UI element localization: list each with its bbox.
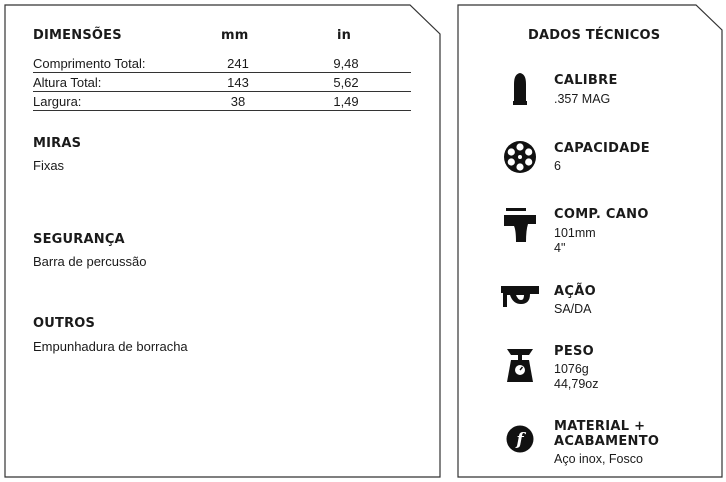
dimensions-title: DIMENSÕES bbox=[33, 28, 122, 43]
outros-value: Empunhadura de borracha bbox=[33, 339, 188, 354]
bullet-icon bbox=[510, 72, 530, 106]
row-mm: 241 bbox=[227, 56, 249, 71]
row-in: 1,49 bbox=[333, 94, 359, 109]
scale-icon bbox=[504, 347, 536, 383]
row-mm: 143 bbox=[227, 75, 249, 90]
seguranca-value: Barra de percussão bbox=[33, 254, 147, 269]
row-label: Altura Total: bbox=[33, 75, 102, 90]
row-in: 9,48 bbox=[333, 56, 359, 71]
table-row bbox=[33, 74, 411, 92]
barrel-icon bbox=[502, 206, 538, 244]
trigger-icon bbox=[500, 285, 540, 309]
peso-value-oz: 44,79oz bbox=[554, 377, 599, 391]
acao-value: SA/DA bbox=[554, 302, 592, 316]
capacidade-title: CAPACIDADE bbox=[554, 141, 650, 156]
acabamento-title: ACABAMENTO bbox=[554, 434, 660, 449]
dados-title: DADOS TÉCNICOS bbox=[528, 28, 661, 43]
calibre-value: .357 MAG bbox=[554, 92, 611, 106]
peso-title: PESO bbox=[554, 344, 595, 359]
table-row bbox=[33, 55, 411, 73]
cano-value-mm: 101mm bbox=[554, 226, 596, 240]
cano-value-in: 4" bbox=[554, 241, 566, 255]
material-value: Aço inox, Fosco bbox=[554, 452, 643, 466]
miras-value: Fixas bbox=[33, 158, 65, 173]
seguranca-title: SEGURANÇA bbox=[33, 232, 125, 247]
capacidade-value: 6 bbox=[554, 159, 561, 173]
finish-icon bbox=[506, 425, 534, 453]
outros-title: OUTROS bbox=[33, 316, 96, 331]
dimensions-col-mm: mm bbox=[221, 28, 249, 43]
calibre-title: CALIBRE bbox=[554, 73, 618, 88]
acao-title: AÇÃO bbox=[554, 284, 596, 299]
dimensions-col-in: in bbox=[337, 28, 352, 43]
material-title: MATERIAL + bbox=[554, 419, 646, 434]
cano-title: COMP. CANO bbox=[554, 207, 649, 222]
row-mm: 38 bbox=[230, 94, 246, 109]
cylinder-icon bbox=[503, 140, 537, 174]
table-row bbox=[33, 93, 411, 111]
row-in: 5,62 bbox=[333, 75, 359, 90]
svg-text:f: f bbox=[516, 430, 524, 450]
peso-value-g: 1076g bbox=[554, 362, 589, 376]
row-label: Largura: bbox=[33, 94, 82, 109]
row-label: Comprimento Total: bbox=[33, 56, 146, 71]
miras-title: MIRAS bbox=[33, 136, 82, 151]
